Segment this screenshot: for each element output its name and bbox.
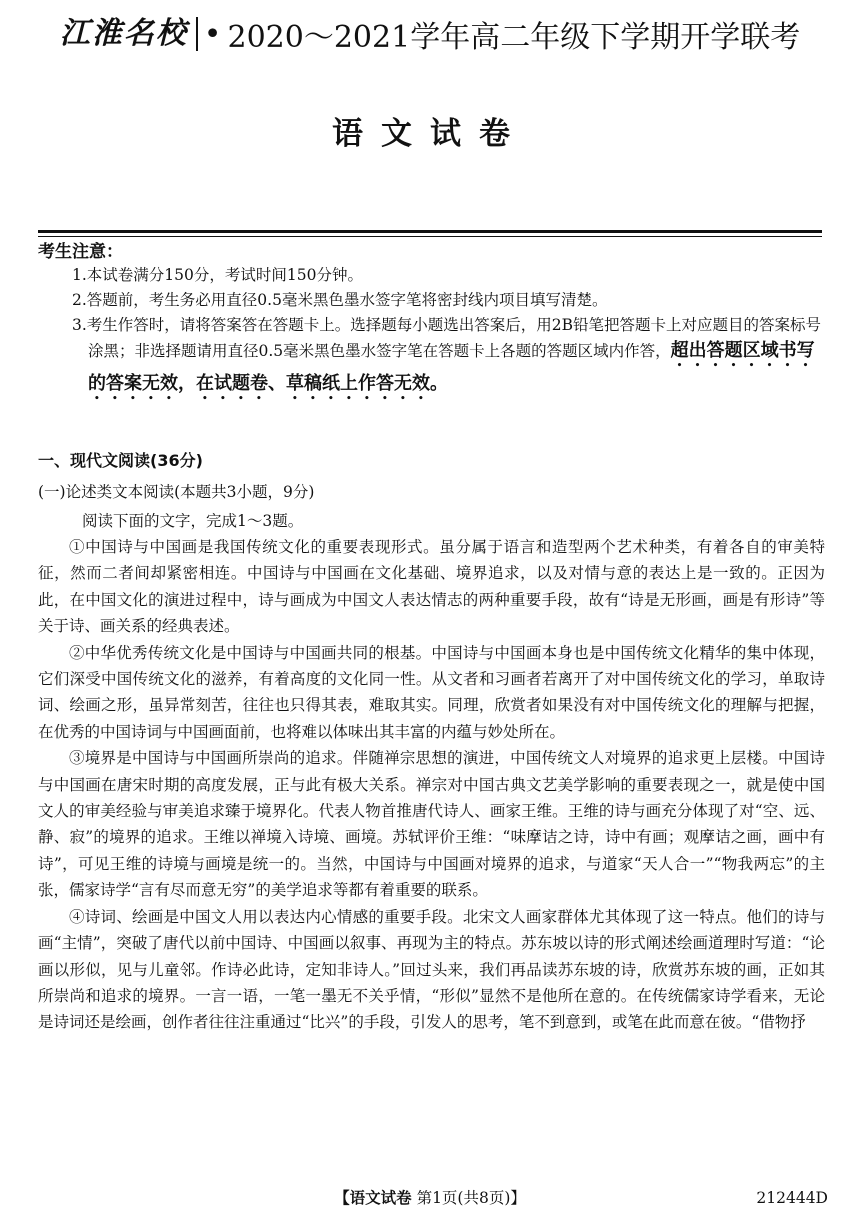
divider-thick <box>38 230 822 233</box>
brand-logo: 江淮名校 <box>60 17 198 51</box>
notice-emphasis: 超出答题区域书写的答案无效，在试题卷、草稿纸上作答无效。 <box>88 340 815 394</box>
notice-item-text: 2.答题前，考生务必用直径0.5毫米黑色墨水签字笔将密封线内项目填写清楚。 <box>72 291 608 309</box>
divider-thin <box>38 236 822 237</box>
page-footer <box>0 1187 860 1209</box>
notice-item-text: 1.本试卷满分150分，考试时间150分钟。 <box>72 266 363 284</box>
notice-item-1 <box>38 263 828 288</box>
exam-header <box>0 4 860 64</box>
subject-title: 语文试卷 <box>332 116 528 152</box>
passage-paragraph-1: ①中国诗与中国画是我国传统文化的重要表现形式。虽分属于语言和造型两个艺术种类，有着各自的审美特征，然而二者间却紧密相连。中国诗与中国画在文化基础、境界追求，以及对情与意的表达上是一致的。正因为此，在中国文化的演进过程中，诗与画成为中国文人表达情志的两种重要手段，故有“诗是无形画，画是有形诗”等关于诗、画关系的经典表述。 <box>38 538 825 636</box>
notice-item-text: 3.考生作答时，请将答案答在答题卡上。选择题每小题选出答案后，用2B铅笔把答题卡上对应题目的答案标号涂黑；非选择题请用直径0.5毫米黑色墨水签字笔在答题卡上各题的答题区域内作答， <box>72 316 822 360</box>
reading-passage <box>38 534 825 1036</box>
footer-page-label <box>0 1187 860 1209</box>
exam-title: 2020～2021学年高二年级下学期开学联考 <box>227 20 801 55</box>
notice-item-3 <box>38 313 828 404</box>
passage-paragraph-3: ③境界是中国诗与中国画所崇尚的追求。伴随禅宗思想的演进，中国传统文人对境界的追求更上层楼。中国诗与中国画在唐宋时期的高度发展，正与此有极大关系。禅宗对中国古典文艺美学影响的重要表现之一，就是使中国文人的审美经验与审美追求臻于境界化。代表人物首推唐代诗人、画家王维。王维的诗与画充分体现了对“空、远、静、寂”的境界的追求。王维以禅境入诗境、画境。苏轼评价王维：“味摩诘之诗，诗中有画；观摩诘之画，画中有诗”，可见王维的诗境与画境是统一的。当然，中国诗与中国画对境界的追求，与道家“天人合一”“物我两忘”的主张，儒家诗学“言有尽而意无穷”的美学追求等都有着重要的联系。 <box>38 749 825 900</box>
section-heading: 一、现代文阅读(36分) <box>38 451 203 470</box>
subsection-heading: (一)论述类文本阅读(本题共3小题，9分) <box>38 483 315 501</box>
footer-subject: 【语文试卷 <box>334 1189 412 1207</box>
footer-page-info: 第1页(共8页)】 <box>416 1189 526 1207</box>
candidate-notice <box>38 241 828 404</box>
passage-paragraph-2: ②中华优秀传统文化是中国诗与中国画共同的根基。中国诗与中国画本身也是中国传统文化精华的集中体现，它们深受中国传统文化的滋养，有着高度的文化同一性。从文者和习画者若离开了对中国传统文化的学习，单取诗词、绘画之形，虽异常刻苦，往往也只得其表，难取其实。同理，欣赏者如果没有对中国传统文化的理解与把握，在优秀的中国诗词与中国画面前，也将难以体味出其丰富的内蕴与妙处所在。 <box>38 643 825 741</box>
notice-heading: 考生注意： <box>38 242 123 262</box>
paper-code: 212444D <box>756 1189 828 1207</box>
reading-instruction: 阅读下面的文字，完成1～3题。 <box>82 512 304 530</box>
passage-paragraph-4: ④诗词、绘画是中国文人用以表达内心情感的重要手段。北宋文人画家群体尤其体现了这一特点。他们的诗与画“主情”，突破了唐代以前中国诗、中国画以叙事、再现为主的特点。苏东坡以诗的形式阐述绘画道理时写道：“论画以形似，见与儿童邻。作诗必此诗，定知非诗人。”回过头来，我们再品读苏东坡的诗，欣赏苏东坡的画，正如其所崇尚和追求的境界。一言一语，一笔一墨无不关乎情，“形似”显然不是他所在意的。在传统儒家诗学看来，无论是诗词还是绘画，创作者往往注重通过“比兴”的手段，引发人的思考，笔不到意到，或笔在此而意在彼。“借物抒 <box>38 907 825 1032</box>
notice-item-2 <box>38 288 828 313</box>
header-separator: • <box>203 16 222 52</box>
